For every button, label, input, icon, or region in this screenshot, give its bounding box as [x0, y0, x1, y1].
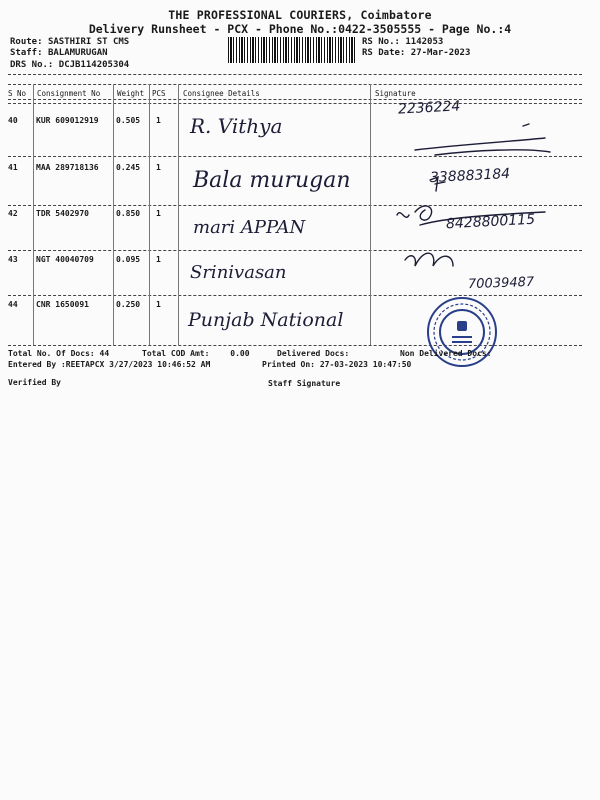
verified-by-label: Verified By	[8, 378, 61, 387]
row-pcs: 1	[156, 116, 161, 125]
staff-label: Staff:	[10, 48, 43, 58]
printed-on-value: 27-03-2023 10:47:50	[319, 360, 412, 369]
row-consignment: MAA 289718136	[36, 163, 99, 172]
non-delivered-docs-label: Non Delivered Docs:	[400, 349, 492, 358]
column-divider	[33, 84, 34, 345]
printed-on-label: Printed On:	[262, 360, 315, 369]
row-consignee: Punjab National	[188, 309, 344, 331]
route-line	[10, 37, 129, 47]
row-signature: 8428800115	[445, 211, 536, 233]
rs-no-label: RS No.:	[362, 37, 400, 47]
rs-date-value: 27-Mar-2023	[410, 48, 471, 58]
staff-line	[10, 48, 108, 58]
col-pcs: PCS	[152, 89, 166, 98]
col-sno: S No	[8, 89, 27, 98]
column-divider	[149, 84, 150, 345]
drs-label: DRS No.:	[10, 60, 54, 70]
total-docs	[8, 349, 109, 358]
column-divider	[113, 84, 114, 345]
total-cod-value: 0.00	[230, 349, 250, 358]
row-consignment: KUR 609012919	[36, 116, 99, 125]
row-sno: 40	[8, 116, 18, 125]
row-sno: 41	[8, 163, 18, 172]
row-signature: 338883184	[429, 165, 511, 187]
rs-no-value: 1142053	[405, 37, 444, 47]
row-pcs: 1	[156, 300, 161, 309]
row-signature: 70039487	[467, 274, 535, 293]
row-consignee: Srinivasan	[190, 262, 287, 283]
row-signature: 2236224	[397, 98, 461, 118]
row-sno: 44	[8, 300, 18, 309]
barcode-icon	[228, 37, 356, 63]
bank-stamp-icon	[422, 294, 502, 370]
total-cod	[142, 349, 250, 358]
col-consignee: Consignee Details	[183, 89, 260, 98]
non-delivered-docs	[400, 349, 492, 358]
row-consignment: NGT 40040709	[36, 255, 94, 264]
route-label: Route:	[10, 37, 43, 47]
delivered-docs-label: Delivered Docs:	[277, 349, 350, 358]
row-weight: 0.245	[116, 163, 141, 172]
total-docs-value: 44	[99, 349, 110, 358]
entered-by	[8, 360, 210, 369]
column-divider	[370, 84, 371, 345]
runsheet-title: Delivery Runsheet - PCX - Phone No.:0422-3505555 - Page No.:4	[88, 22, 512, 36]
total-docs-label: Total No. Of Docs:	[8, 349, 95, 358]
col-signature: Signature	[375, 89, 416, 98]
total-cod-label: Total COD Amt:	[142, 349, 210, 358]
drs-value: DCJB114205304	[58, 60, 130, 70]
staff-value: BALAMURUGAN	[47, 48, 108, 58]
row-sno: 43	[8, 255, 18, 264]
row-sno: 42	[8, 209, 18, 218]
row-consignee: mari APPAN	[193, 217, 306, 238]
rs-no-line	[362, 37, 443, 47]
row-weight: 0.850	[116, 209, 141, 218]
row-weight: 0.095	[116, 255, 141, 264]
col-weight: Weight	[117, 89, 145, 98]
header-rule	[8, 74, 582, 75]
entered-by-label: Entered By :	[8, 360, 66, 369]
printed-on	[262, 360, 411, 369]
col-consignment: Consignment No	[37, 89, 101, 98]
row-weight: 0.250	[116, 300, 141, 309]
delivered-docs	[277, 349, 349, 358]
row-consignee: R. Vithya	[190, 114, 283, 138]
staff-signature-label: Staff Signature	[268, 379, 341, 388]
row-weight: 0.505	[116, 116, 141, 125]
row-consignment: CNR 1650091	[36, 300, 89, 309]
rs-date-line	[362, 48, 470, 58]
row-pcs: 1	[156, 163, 161, 172]
row-consignee: Bala murugan	[193, 168, 351, 193]
route-value: SASTHIRI ST CMS	[47, 37, 130, 47]
row-consignment: TDR 5402970	[36, 209, 89, 218]
row-pcs: 1	[156, 255, 161, 264]
table-top-rule	[8, 84, 582, 85]
rs-date-label: RS Date:	[362, 48, 406, 58]
column-divider	[178, 84, 179, 345]
row-pcs: 1	[156, 209, 161, 218]
drs-line	[10, 60, 129, 70]
company-name: THE PROFESSIONAL COURIERS, Coimbatore	[168, 8, 432, 22]
entered-by-value: REETAPCX 3/27/2023 10:46:52 AM	[65, 360, 211, 369]
